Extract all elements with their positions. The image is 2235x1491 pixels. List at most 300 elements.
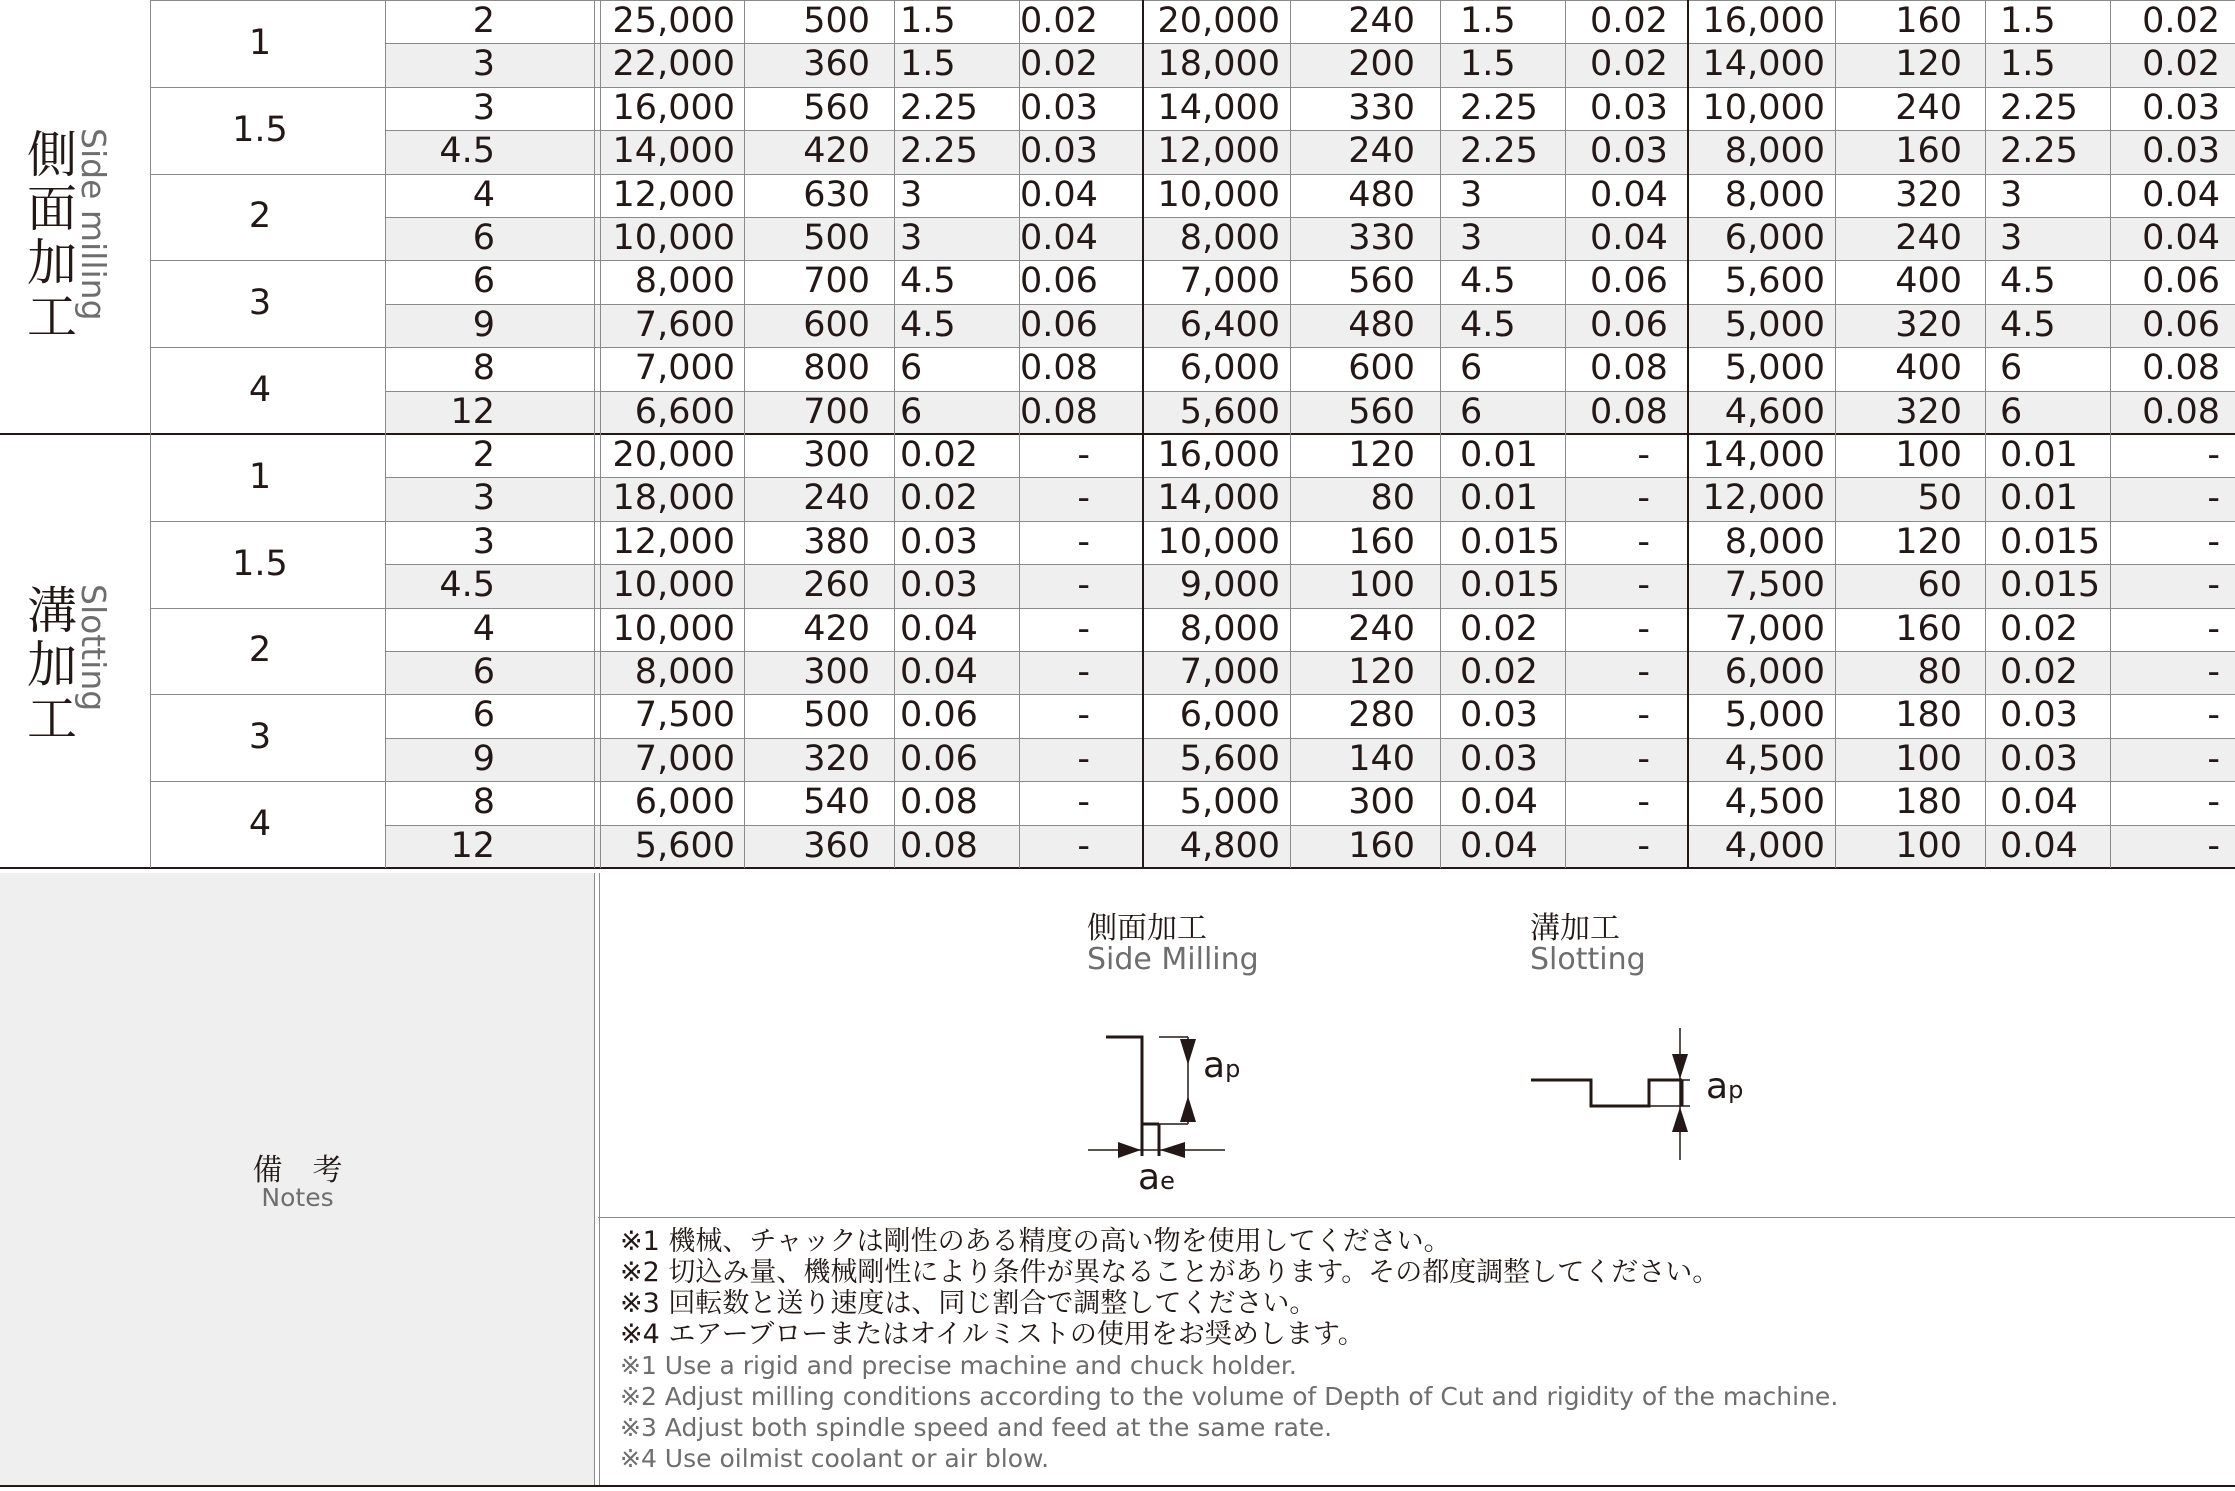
value-cell: 0.02	[1460, 608, 1538, 649]
value-cell: 240	[803, 478, 870, 519]
value-cell: 0.03	[1590, 87, 1668, 128]
value-cell: -	[1637, 565, 1650, 606]
value-cell: 50	[1917, 478, 1962, 519]
value-cell: 630	[803, 174, 870, 215]
diameter-cell: 1	[248, 456, 272, 497]
value-cell: 20,000	[612, 435, 735, 475]
value-cell: 3	[2000, 174, 2023, 215]
value-cell: 12,000	[612, 521, 735, 562]
value-cell: 3	[2000, 218, 2023, 258]
value-cell: 10,000	[612, 218, 735, 258]
value-cell: 300	[803, 435, 870, 475]
notes-label-jp: 備 考	[252, 1153, 343, 1188]
value-cell: 0.015	[1460, 565, 1561, 606]
value-cell: 6	[2000, 391, 2023, 432]
value-cell: 5,000	[1179, 782, 1280, 823]
column-rule	[894, 0, 895, 868]
value-cell: -	[2207, 782, 2220, 823]
value-cell: -	[1077, 478, 1090, 519]
value-cell: 8,000	[1724, 174, 1825, 215]
value-cell: 100	[1348, 565, 1415, 606]
value-cell: -	[2207, 652, 2220, 692]
value-cell: 8,000	[1724, 521, 1825, 562]
value-cell: 360	[803, 44, 870, 85]
value-cell: 540	[803, 782, 870, 823]
value-cell: 330	[1348, 87, 1415, 128]
value-cell: 480	[1348, 174, 1415, 215]
table-bottom-rule	[0, 1485, 2235, 1487]
value-cell: 14,000	[1702, 44, 1825, 85]
value-cell: 560	[803, 87, 870, 128]
value-cell: 4,800	[1179, 825, 1280, 866]
value-cell: 0.015	[2000, 565, 2101, 606]
value-cell: 0.06	[2142, 304, 2220, 345]
value-cell: 14,000	[612, 131, 735, 172]
value-cell: 0.06	[1590, 261, 1668, 302]
value-cell: 4,600	[1724, 391, 1825, 432]
value-cell: 14,000	[1157, 87, 1280, 128]
depth-cell: 8	[472, 782, 495, 823]
value-cell: 0.03	[2142, 131, 2220, 172]
value-cell: 0.03	[1460, 738, 1538, 779]
value-cell: 0.02	[1460, 652, 1538, 692]
value-cell: 0.01	[2000, 478, 2078, 519]
diameter-cell: 4	[248, 803, 272, 844]
value-cell: 4.5	[1460, 261, 1516, 302]
value-cell: 500	[803, 1, 870, 41]
value-cell: -	[2207, 608, 2220, 649]
value-cell: 160	[1895, 608, 1962, 649]
value-cell: 6,000	[1724, 218, 1825, 258]
value-cell: 6,000	[634, 782, 735, 823]
value-cell: -	[1077, 695, 1090, 736]
value-cell: 0.08	[900, 782, 978, 823]
value-cell: 14,000	[1702, 435, 1825, 475]
slot-ap-a: a	[1706, 1066, 1729, 1107]
value-cell: 6	[900, 348, 923, 389]
section-label-char: 加	[27, 234, 77, 292]
value-cell: 240	[1348, 131, 1415, 172]
value-cell: -	[2207, 521, 2220, 562]
value-cell: 5,600	[1724, 261, 1825, 302]
depth-cell: 12	[450, 391, 495, 432]
side-ap-sub: p	[1225, 1055, 1241, 1083]
value-cell: 180	[1895, 782, 1962, 823]
value-cell: 4.5	[2000, 304, 2056, 345]
value-cell: -	[2207, 435, 2220, 475]
value-cell: 240	[1895, 218, 1962, 258]
value-cell: 0.04	[2000, 825, 2078, 866]
value-cell: 0.04	[1590, 218, 1668, 258]
side-ae-a: a	[1138, 1157, 1161, 1198]
value-cell: 6,000	[1724, 652, 1825, 692]
value-cell: 360	[803, 825, 870, 866]
value-cell: -	[1637, 478, 1650, 519]
note-jp-1: ※1 機械、チャックは剛性のある精度の高い物を使用してください。	[620, 1226, 1451, 1257]
value-cell: -	[2207, 738, 2220, 779]
note-jp-4: ※4 エアーブローまたはオイルミストの使用をお奨めします。	[620, 1319, 1365, 1350]
note-en-3: ※3 Adjust both spindle speed and feed at the same rate.	[620, 1413, 1333, 1442]
value-cell: 180	[1895, 695, 1962, 736]
value-cell: 0.015	[2000, 521, 2101, 562]
value-cell: 0.01	[1460, 478, 1538, 519]
value-cell: 3	[900, 218, 923, 258]
value-cell: -	[2207, 565, 2220, 606]
column-rule	[594, 0, 595, 868]
value-cell: 0.06	[1020, 304, 1098, 345]
value-cell: 25,000	[612, 1, 735, 41]
value-cell: 0.08	[900, 825, 978, 866]
value-cell: 160	[1348, 521, 1415, 562]
column-rule	[1985, 0, 1986, 868]
value-cell: 0.03	[1020, 131, 1098, 172]
value-cell: 1.5	[2000, 44, 2056, 85]
value-cell: 12,000	[1702, 478, 1825, 519]
value-cell: 18,000	[612, 478, 735, 519]
value-cell: 4.5	[1460, 304, 1516, 345]
value-cell: 0.04	[1020, 218, 1098, 258]
value-cell: 7,000	[1724, 608, 1825, 649]
value-cell: 7,000	[634, 348, 735, 389]
value-cell: 2.25	[2000, 87, 2078, 128]
value-cell: 0.06	[2142, 261, 2220, 302]
value-cell: 280	[1348, 695, 1415, 736]
value-cell: 5,600	[634, 825, 735, 866]
value-cell: 20,000	[1157, 1, 1280, 41]
value-cell: 0.02	[1020, 44, 1098, 85]
value-cell: 7,000	[634, 738, 735, 779]
value-cell: 0.08	[1020, 348, 1098, 389]
depth-cell: 3	[472, 478, 495, 519]
value-cell: 6	[1460, 348, 1483, 389]
value-cell: -	[1077, 825, 1090, 866]
value-cell: 5,000	[1724, 348, 1825, 389]
value-cell: 0.04	[2142, 174, 2220, 215]
value-cell: 10,000	[1702, 87, 1825, 128]
side-milling-diagram	[1080, 1023, 1320, 1223]
value-cell: 1.5	[900, 1, 956, 41]
value-cell: 0.04	[2142, 218, 2220, 258]
slotting-title-jp: 溝加工	[1530, 911, 1620, 946]
value-cell: -	[1637, 652, 1650, 692]
depth-cell: 9	[472, 738, 495, 779]
value-cell: 160	[1895, 131, 1962, 172]
value-cell: -	[1637, 521, 1650, 562]
value-cell: 320	[1895, 174, 1962, 215]
side-ap-label	[1203, 1045, 1240, 1086]
value-cell: 10,000	[612, 565, 735, 606]
value-cell: 0.06	[1020, 261, 1098, 302]
value-cell: 120	[1348, 652, 1415, 692]
value-cell: 8,000	[1179, 218, 1280, 258]
depth-cell: 4	[472, 174, 495, 215]
value-cell: -	[2207, 478, 2220, 519]
diameter-cell: 1.5	[232, 109, 288, 150]
value-cell: 6	[900, 391, 923, 432]
value-cell: 4,500	[1724, 782, 1825, 823]
value-cell: 0.04	[1590, 174, 1668, 215]
value-cell: 0.02	[2000, 652, 2078, 692]
diameter-cell: 2	[248, 630, 272, 671]
value-cell: 0.04	[1460, 782, 1538, 823]
depth-cell: 2	[472, 435, 495, 475]
value-cell: 160	[1895, 1, 1962, 41]
value-cell: 16,000	[1702, 1, 1825, 41]
value-cell: 4,500	[1724, 738, 1825, 779]
value-cell: 5,600	[1179, 391, 1280, 432]
value-cell: 800	[803, 348, 870, 389]
slot-ap-label	[1706, 1066, 1743, 1107]
value-cell: 4.5	[900, 304, 956, 345]
value-cell: 560	[1348, 391, 1415, 432]
value-cell: 2.25	[900, 131, 978, 172]
value-cell: 0.04	[1020, 174, 1098, 215]
section-label-en: Slotting	[74, 584, 113, 712]
value-cell: -	[1637, 738, 1650, 779]
value-cell: 0.08	[1020, 391, 1098, 432]
value-cell: 120	[1348, 435, 1415, 475]
value-cell: 480	[1348, 304, 1415, 345]
value-cell: 5,600	[1179, 738, 1280, 779]
value-cell: 7,000	[1179, 261, 1280, 302]
value-cell: 0.03	[900, 565, 978, 606]
value-cell: -	[1637, 608, 1650, 649]
value-cell: 0.03	[2142, 87, 2220, 128]
value-cell: 120	[1895, 44, 1962, 85]
value-cell: 0.02	[2142, 1, 2220, 41]
value-cell: -	[2207, 825, 2220, 866]
value-cell: 0.01	[1460, 435, 1538, 475]
note-en-1: ※1 Use a rigid and precise machine and chuck holder.	[620, 1351, 1297, 1380]
slotting-title-en: Slotting	[1530, 942, 1646, 977]
notes-divider	[598, 1217, 2235, 1218]
value-cell: 8,000	[634, 261, 735, 302]
value-cell: 500	[803, 695, 870, 736]
notes-label-en: Notes	[261, 1183, 334, 1212]
side-ae-label	[1138, 1157, 1175, 1198]
value-cell: 0.04	[1460, 825, 1538, 866]
value-cell: 100	[1895, 435, 1962, 475]
value-cell: -	[1077, 782, 1090, 823]
value-cell: 0.06	[900, 695, 978, 736]
value-cell: 4.5	[2000, 261, 2056, 302]
value-cell: 0.06	[1590, 304, 1668, 345]
value-cell: 0.04	[900, 608, 978, 649]
slot-ap-sub: p	[1728, 1076, 1744, 1104]
value-cell: 12,000	[612, 174, 735, 215]
value-cell: 80	[1370, 478, 1415, 519]
value-cell: 0.03	[2000, 738, 2078, 779]
value-cell: 420	[803, 131, 870, 172]
value-cell: 0.03	[1590, 131, 1668, 172]
value-cell: 6	[2000, 348, 2023, 389]
value-cell: 0.03	[1460, 695, 1538, 736]
section-label-en: Side milling	[74, 128, 113, 321]
value-cell: 0.02	[900, 478, 978, 519]
value-cell: 10,000	[612, 608, 735, 649]
depth-cell: 3	[472, 87, 495, 128]
value-cell: 380	[803, 521, 870, 562]
depth-cell: 6	[472, 695, 495, 736]
value-cell: 140	[1348, 738, 1415, 779]
value-cell: 6	[1460, 391, 1483, 432]
value-cell: 100	[1895, 738, 1962, 779]
section-label-char: 側	[27, 126, 77, 184]
value-cell: 4.5	[900, 261, 956, 302]
slotting-diagram	[1525, 1026, 1705, 1166]
value-cell: -	[1077, 652, 1090, 692]
value-cell: 0.08	[2142, 391, 2220, 432]
section-label-char: 工	[27, 690, 77, 748]
value-cell: 0.04	[2000, 782, 2078, 823]
value-cell: 5,000	[1724, 695, 1825, 736]
value-cell: 0.02	[1590, 44, 1668, 85]
value-cell: 500	[803, 218, 870, 258]
value-cell: -	[1637, 782, 1650, 823]
value-cell: 3	[900, 174, 923, 215]
value-cell: 0.03	[900, 521, 978, 562]
column-rule	[1687, 0, 1689, 868]
value-cell: 260	[803, 565, 870, 606]
value-cell: 0.02	[2000, 608, 2078, 649]
value-cell: 240	[1895, 87, 1962, 128]
value-cell: 0.02	[1590, 1, 1668, 41]
value-cell: 16,000	[612, 87, 735, 128]
notes-double-rule	[594, 873, 600, 1485]
depth-cell: 3	[472, 44, 495, 85]
value-cell: -	[1077, 565, 1090, 606]
value-cell: -	[1637, 695, 1650, 736]
value-cell: 1.5	[1460, 1, 1516, 41]
value-cell: 8,000	[634, 652, 735, 692]
value-cell: 1.5	[2000, 1, 2056, 41]
value-cell: 420	[803, 608, 870, 649]
value-cell: 5,000	[1724, 304, 1825, 345]
notes-section	[0, 873, 2235, 1491]
value-cell: 3	[1460, 174, 1483, 215]
note-en-2: ※2 Adjust milling conditions according to the volume of Depth of Cut and rigidity of the machine.	[620, 1382, 1839, 1411]
side-milling-title-jp: 側面加工	[1087, 911, 1207, 946]
depth-cell: 6	[472, 218, 495, 258]
value-cell: 60	[1917, 565, 1962, 606]
section-label-char: 面	[27, 180, 77, 238]
value-cell: 7,000	[1179, 652, 1280, 692]
depth-cell: 3	[472, 521, 495, 562]
section-label-char: 溝	[27, 582, 77, 640]
value-cell: 2.25	[1460, 131, 1538, 172]
diameter-cell: 4	[248, 369, 272, 410]
note-jp-3: ※3 回転数と送り速度は、同じ割合で調整してください。	[620, 1288, 1317, 1319]
side-milling-title-en: Side Milling	[1087, 942, 1259, 977]
section-label-char: 加	[27, 636, 77, 694]
value-cell: -	[1077, 608, 1090, 649]
value-cell: 9,000	[1179, 565, 1280, 606]
diameter-cell: 3	[248, 717, 272, 758]
depth-cell: 6	[472, 652, 495, 692]
value-cell: 0.06	[900, 738, 978, 779]
value-cell: 240	[1348, 1, 1415, 41]
value-cell: 1.5	[1460, 44, 1516, 85]
value-cell: 7,500	[1724, 565, 1825, 606]
depth-cell: 2	[472, 1, 495, 41]
value-cell: -	[1077, 435, 1090, 475]
value-cell: 7,500	[634, 695, 735, 736]
value-cell: 12,000	[1157, 131, 1280, 172]
value-cell: 0.02	[1020, 1, 1098, 41]
side-ae-sub: e	[1160, 1167, 1175, 1195]
depth-cell: 4.5	[439, 565, 495, 606]
value-cell: 0.03	[2000, 695, 2078, 736]
value-cell: -	[1077, 521, 1090, 562]
section-label-char: 工	[27, 288, 77, 346]
value-cell: 600	[1348, 348, 1415, 389]
diameter-cell: 1	[248, 22, 272, 63]
section-label-jp	[22, 128, 82, 344]
value-cell: 240	[1348, 608, 1415, 649]
value-cell: 18,000	[1157, 44, 1280, 85]
value-cell: 10,000	[1157, 521, 1280, 562]
value-cell: 160	[1348, 825, 1415, 866]
value-cell: 0.02	[900, 435, 978, 475]
value-cell: 16,000	[1157, 435, 1280, 475]
value-cell: 1.5	[900, 44, 956, 85]
value-cell: 560	[1348, 261, 1415, 302]
value-cell: 0.04	[900, 652, 978, 692]
value-cell: 320	[1895, 391, 1962, 432]
value-cell: 200	[1348, 44, 1415, 85]
note-en-4: ※4 Use oilmist coolant or air blow.	[620, 1444, 1050, 1473]
value-cell: 8,000	[1724, 131, 1825, 172]
value-cell: 22,000	[612, 44, 735, 85]
value-cell: 2.25	[2000, 131, 2078, 172]
value-cell: 0.08	[2142, 348, 2220, 389]
value-cell: 14,000	[1157, 478, 1280, 519]
value-cell: 80	[1917, 652, 1962, 692]
depth-cell: 9	[472, 304, 495, 345]
value-cell: 2.25	[1460, 87, 1538, 128]
value-cell: 0.08	[1590, 391, 1668, 432]
value-cell: 6,600	[634, 391, 735, 432]
value-cell: 0.08	[1590, 348, 1668, 389]
value-cell: 8,000	[1179, 608, 1280, 649]
diameter-cell: 1.5	[232, 543, 288, 584]
depth-cell: 6	[472, 261, 495, 302]
value-cell: 100	[1895, 825, 1962, 866]
value-cell: 10,000	[1157, 174, 1280, 215]
note-jp-2: ※2 切込み量、機械剛性により条件が異なることがあります。その都度調整してください。	[620, 1257, 1720, 1288]
value-cell: 320	[1895, 304, 1962, 345]
value-cell: 320	[803, 738, 870, 779]
value-cell: 400	[1895, 348, 1962, 389]
value-cell: 600	[803, 304, 870, 345]
section-label-jp	[22, 584, 82, 746]
value-cell: 6,400	[1179, 304, 1280, 345]
column-rule	[1565, 0, 1566, 868]
depth-cell: 4.5	[439, 131, 495, 172]
value-cell: 0.015	[1460, 521, 1561, 562]
value-cell: -	[1637, 435, 1650, 475]
value-cell: 4,000	[1724, 825, 1825, 866]
value-cell: -	[1077, 738, 1090, 779]
value-cell: 6,000	[1179, 695, 1280, 736]
value-cell: -	[1637, 825, 1650, 866]
value-cell: 0.02	[2142, 44, 2220, 85]
value-cell: 400	[1895, 261, 1962, 302]
value-cell: 3	[1460, 218, 1483, 258]
diameter-cell: 2	[248, 196, 272, 237]
value-cell: 0.01	[2000, 435, 2078, 475]
column-rule	[2110, 0, 2111, 868]
